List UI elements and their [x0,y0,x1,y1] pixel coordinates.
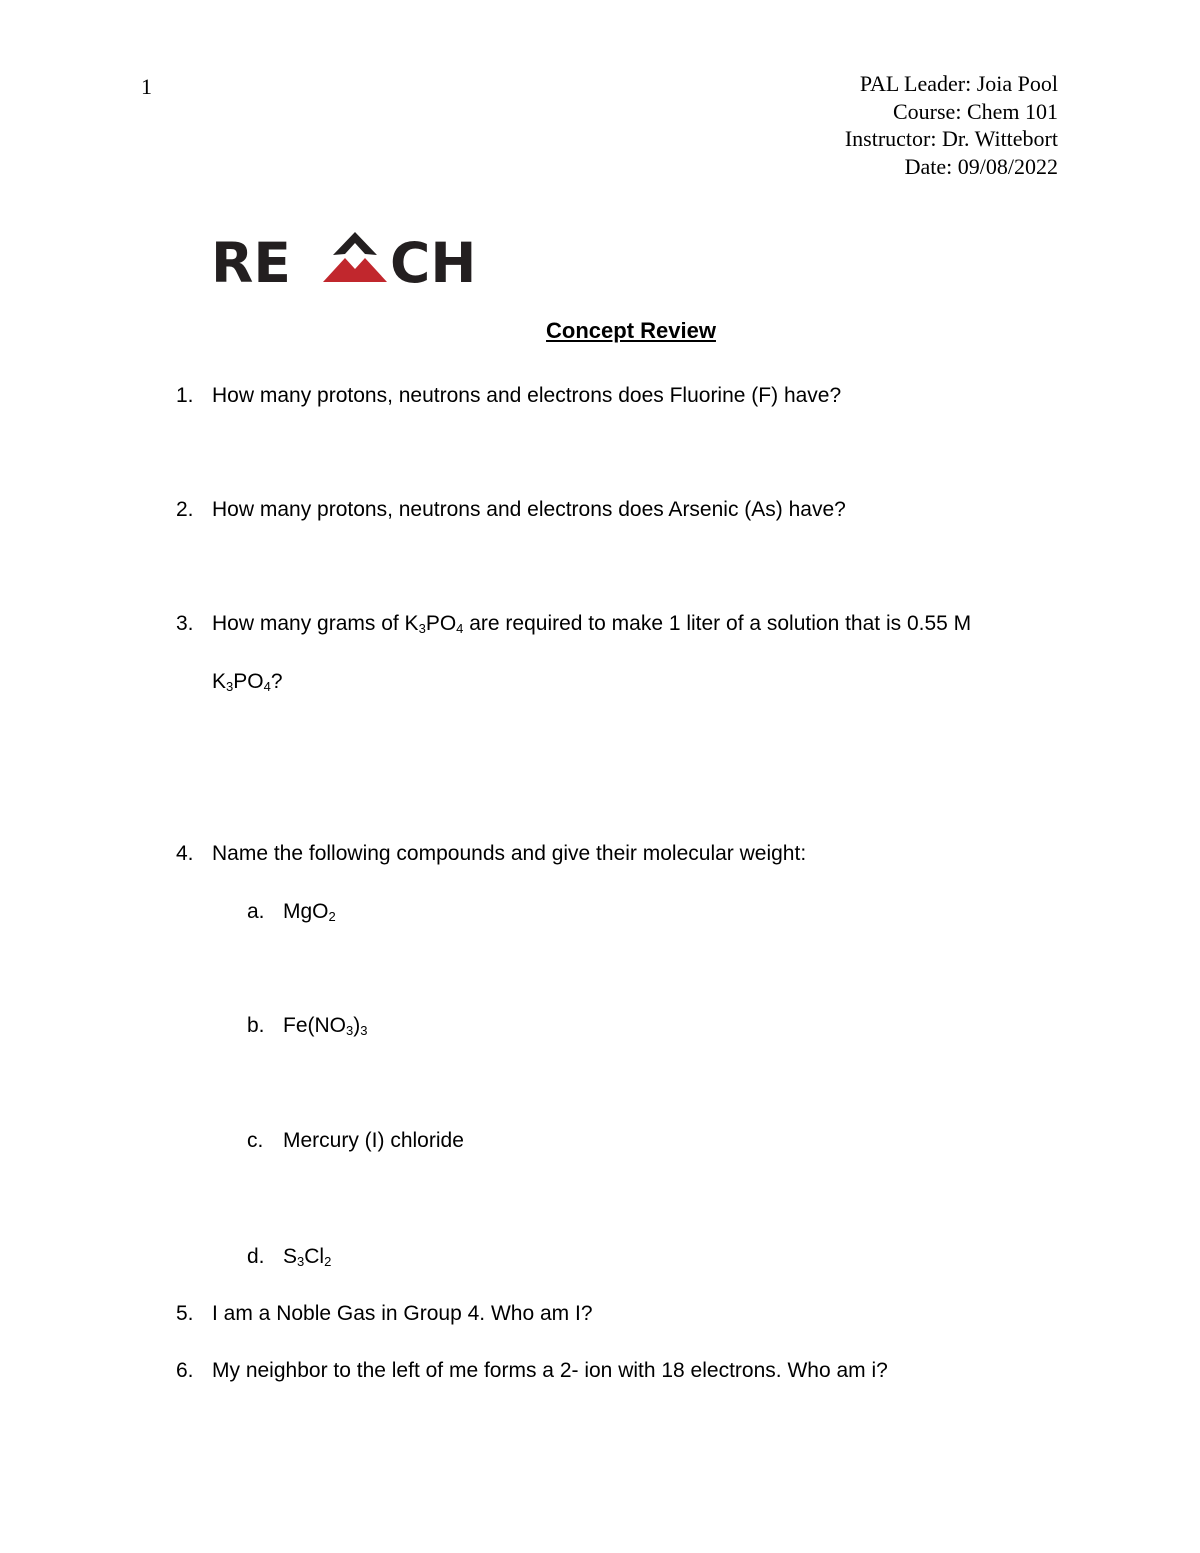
compound-text: Fe(NO [283,1014,346,1037]
question-6 [176,1358,888,1384]
subscript: 3 [418,621,426,636]
subitem-c [247,1128,464,1154]
page-title: Concept Review [546,318,716,343]
subitem-letter: b. [247,1014,265,1037]
question-text-part: How many grams of K [212,612,419,635]
subitem-letter: a. [247,900,265,923]
pal-leader: PAL Leader: Joia Pool [859,71,1058,96]
subscript: 3 [297,1254,305,1269]
question-3 [176,611,971,637]
question-2 [176,497,846,523]
subitem-b [247,1013,367,1039]
subitem-letter: d. [247,1245,265,1268]
compound-text: S [283,1245,298,1268]
question-number: 2. [176,498,194,521]
logo-text-right: CH [390,232,477,288]
compound-text: Cl [304,1245,325,1268]
subscript: 4 [263,679,271,694]
course: Course: Chem 101 [893,98,1058,124]
subitem-a [247,899,336,925]
question-3-continued [212,669,283,695]
subitem-letter: c. [247,1129,264,1152]
subscript: 4 [456,621,464,636]
page-number: 1 [141,74,152,99]
question-text: Name the following compounds and give their molecular weight: [212,842,807,865]
subscript: 3 [226,679,234,694]
reach-logo [211,232,496,288]
subscript: 3 [360,1023,368,1038]
question-text: I am a Noble Gas in Group 4. Who am I? [212,1302,593,1325]
instructor: Instructor: Dr. Wittebort [844,126,1058,151]
document-header [845,70,1058,180]
mountain-peak-icon [333,232,377,255]
question-text: My neighbor to the left of me forms a 2- ion with 18 electrons. Who am i? [212,1359,888,1382]
question-5 [176,1301,593,1327]
subscript: 2 [328,909,336,924]
question-text-part: are required to make 1 liter of a solution that is 0.55 M [463,612,972,635]
subscript: 2 [324,1254,332,1269]
question-number: 4. [176,842,194,865]
question-text-part: PO [233,670,264,693]
question-number: 1. [176,384,194,407]
compound-text: MgO [283,900,329,923]
question-number: 5. [176,1302,194,1325]
subitem-d [247,1244,331,1270]
compound-text: Mercury (I) chloride [283,1129,464,1152]
question-text: How many protons, neutrons and electrons does Fluorine (F) have? [212,384,842,407]
question-number: 3. [176,612,194,635]
mountain-icon [323,258,387,282]
question-4 [176,841,806,867]
question-number: 6. [176,1359,194,1382]
question-text-part: K [212,670,227,693]
date: Date: 09/08/2022 [904,153,1058,179]
question-1 [176,383,841,409]
question-text-part: ? [270,670,283,693]
logo-text-left: RE [211,232,291,288]
question-text: How many protons, neutrons and electrons does Arsenic (As) have? [212,498,846,521]
question-text-part: PO [425,612,457,635]
compound-text: ) [353,1014,361,1037]
reach-logo-graphic [211,232,496,288]
subscript: 3 [346,1023,354,1038]
